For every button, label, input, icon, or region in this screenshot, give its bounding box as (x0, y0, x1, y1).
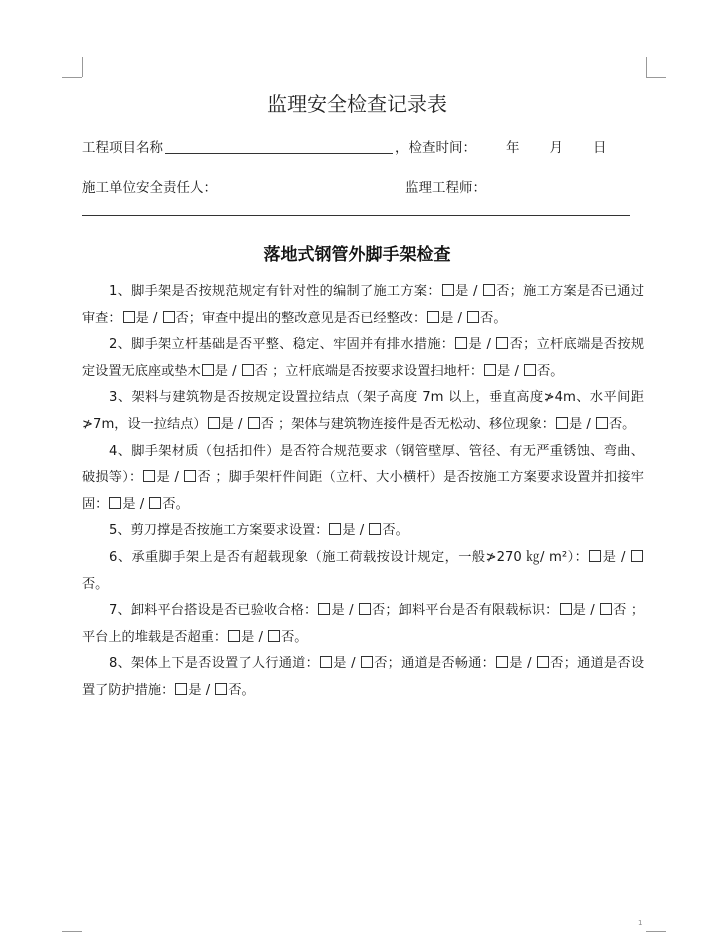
item-text: 否。 (281, 629, 308, 645)
checkbox[interactable] (600, 603, 612, 615)
supervisor-label: 监理工程师： (405, 180, 486, 196)
item-text: 6、承重脚手架上是否有超载现象（施工荷载按设计规定，一般≯270 ㎏/ m²）： (109, 549, 589, 565)
checkbox[interactable] (215, 683, 227, 695)
item-text: 否；审查中提出的整改意见是否已经整改： (175, 310, 427, 326)
item-text: 是 / (333, 656, 360, 672)
checkbox[interactable] (455, 337, 467, 349)
inspect-time-label: ，检查时间： (395, 140, 476, 156)
item-text: 否。 (480, 310, 507, 326)
item-text: 否。 (608, 416, 636, 432)
item-text: 否。 (162, 496, 189, 512)
item-text: 否。 (82, 576, 109, 592)
checklist-item (82, 385, 644, 438)
checkbox[interactable] (163, 311, 175, 323)
checklist-item (82, 598, 644, 651)
item-text: 3、架料与建筑物是否按规定设置拉结点（架子高度 7m 以上，垂直高度≯4m、水平间距≯7m，设一拉结点） (82, 390, 644, 432)
checkbox[interactable] (329, 523, 341, 535)
item-text: 否。 (228, 682, 255, 698)
checkbox[interactable] (484, 364, 496, 376)
checkbox[interactable] (556, 417, 568, 429)
checklist-item (82, 439, 644, 519)
checkbox[interactable] (496, 656, 508, 668)
checkbox[interactable] (442, 284, 454, 296)
item-text: 4、脚手架材质（包括扣件）是否符合规范要求（钢管壁厚、管径、有无严重锈蚀、弯曲、破损等）： (82, 443, 644, 486)
item-text: 是 / (331, 603, 358, 619)
item-text: 7、卸料平台搭设是否已验收合格： (109, 603, 318, 619)
page-corner-mark (646, 57, 647, 77)
checkbox[interactable] (149, 497, 161, 509)
checkbox[interactable] (320, 656, 332, 668)
project-info-row (82, 136, 642, 156)
checkbox[interactable] (631, 550, 643, 562)
checkbox[interactable] (202, 364, 214, 376)
item-text: 否；立杆底端是否按规定设置无底座或垫木 (82, 337, 645, 379)
checkbox[interactable] (524, 364, 536, 376)
item-text: 是 / (454, 284, 482, 299)
checklist-item (82, 545, 644, 598)
page-corner-mark (646, 77, 666, 78)
page-number: 1 (638, 919, 643, 927)
checklist-item (82, 651, 644, 704)
checkbox[interactable] (228, 630, 240, 642)
checklist-body (82, 279, 644, 705)
checkbox[interactable] (369, 523, 381, 535)
checkbox[interactable] (123, 311, 135, 323)
section-title: 落地式钢管外脚手架检查 (263, 245, 451, 265)
checkbox[interactable] (184, 470, 196, 482)
checkbox[interactable] (242, 364, 254, 376)
checkbox[interactable] (361, 656, 373, 668)
page-corner-mark (646, 931, 666, 932)
checkbox[interactable] (143, 470, 155, 482)
checkbox[interactable] (248, 417, 260, 429)
checkbox[interactable] (109, 497, 121, 509)
checklist-item (82, 518, 644, 545)
document-title: 监理安全检查记录表 (267, 92, 447, 116)
item-text: 8、架体上下是否设置了人行通道： (109, 656, 320, 672)
project-name-blank[interactable] (165, 139, 393, 154)
checkbox[interactable] (596, 417, 608, 429)
safety-person-label: 施工单位安全责任人： (82, 180, 217, 196)
item-text: 否；卸料平台是否有限载标识： (371, 603, 559, 619)
year-label: 年 (506, 140, 520, 156)
item-text: 是 / (214, 363, 241, 379)
page-corner-mark (62, 931, 82, 932)
item-text: 否。 (382, 523, 409, 539)
checklist-item (82, 279, 644, 332)
item-text: 是 / (188, 682, 215, 698)
checkbox[interactable] (589, 550, 601, 562)
item-text: 否。 (537, 363, 564, 379)
item-text: 否 ；平台上的堆载是否超重： (82, 603, 645, 645)
checkbox[interactable] (359, 603, 371, 615)
item-text: 是 / (156, 470, 184, 486)
item-text: 5、剪刀撑是否按施工方案要求设置： (109, 523, 329, 539)
item-text: 2、脚手架立杆基础是否平整、稳定、牢固并有排水措施： (109, 337, 455, 353)
separator-line (82, 215, 630, 216)
item-text: 是 / (602, 549, 631, 565)
item-text: 是 / (468, 337, 496, 353)
item-text: 否；施工方案是否已通过审查： (82, 284, 645, 326)
checkbox[interactable] (175, 683, 187, 695)
checkbox[interactable] (496, 337, 508, 349)
checkbox[interactable] (560, 603, 572, 615)
checkbox[interactable] (537, 656, 549, 668)
item-text: 是 / (509, 656, 537, 672)
item-text: 是 / (122, 496, 149, 512)
checkbox[interactable] (318, 603, 330, 615)
responsible-row (82, 176, 642, 196)
item-text: 是 / (440, 310, 467, 326)
item-text: 是 / (497, 363, 524, 379)
checkbox[interactable] (483, 284, 495, 296)
checkbox[interactable] (467, 311, 479, 323)
checklist-item (82, 332, 644, 385)
checkbox[interactable] (268, 630, 280, 642)
item-text: 否 ；脚手架杆件间距（立杆、大小横杆）是否按施工方案要求设置并扣接牢固： (82, 470, 644, 512)
month-label: 月 (549, 140, 563, 156)
item-text: 是 / (342, 523, 369, 539)
item-text: 否；通道是否畅通： (373, 656, 496, 672)
checkbox[interactable] (208, 417, 220, 429)
item-text: 1、脚手架是否按规范规定有针对性的编制了施工方案： (109, 284, 441, 299)
item-text: 是 / (135, 310, 162, 326)
item-text: 是 / (568, 416, 595, 432)
item-text: 是 / (220, 416, 247, 432)
item-text: 是 / (572, 603, 600, 619)
project-name-label: 工程项目名称 (82, 140, 163, 156)
item-text: 否 ；架体与建筑物连接件是否无松动、移位现象： (260, 416, 555, 432)
item-text: 否；通道是否设置了防护措施： (82, 656, 645, 698)
checkbox[interactable] (427, 311, 439, 323)
page-corner-mark (82, 57, 83, 77)
page-corner-mark (62, 77, 82, 78)
item-text: 是 / (241, 629, 268, 645)
day-label: 日 (593, 140, 607, 156)
item-text: 否 ；立杆底端是否按要求设置扫地杆： (254, 363, 484, 379)
